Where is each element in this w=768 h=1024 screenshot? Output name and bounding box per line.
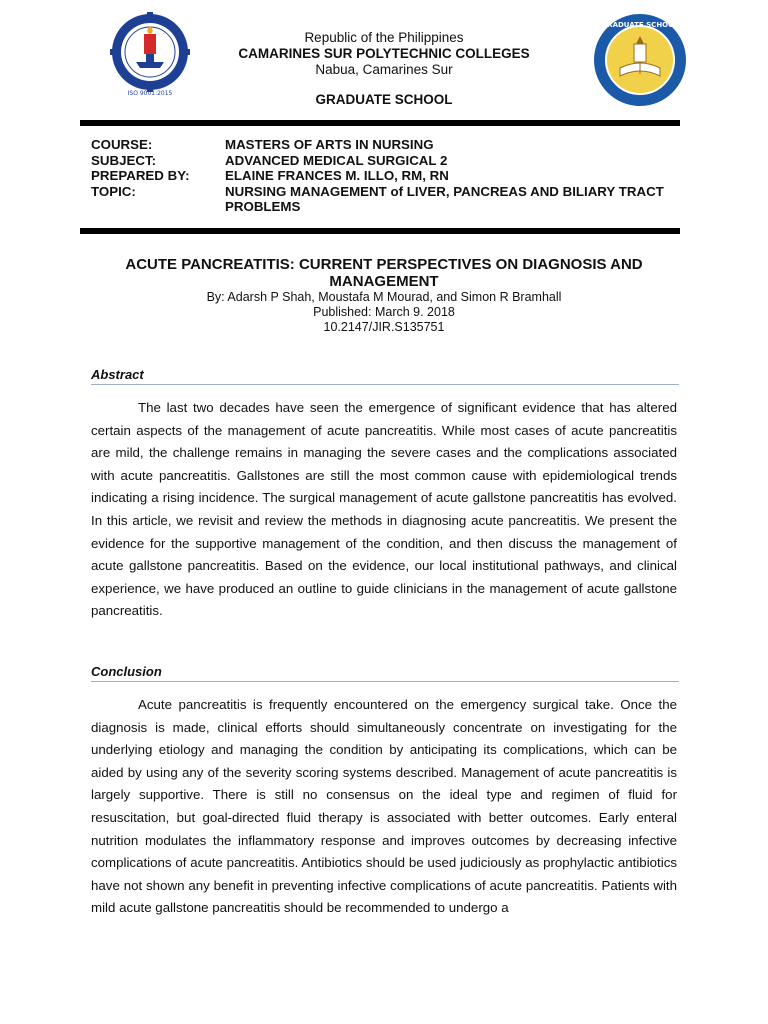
header-divider-top [80, 120, 680, 126]
course-info-block [91, 137, 691, 215]
info-row-course [91, 137, 691, 153]
abstract-heading: Abstract [91, 367, 679, 385]
info-row-prepared-by [91, 168, 691, 184]
info-value: MASTERS OF ARTS IN NURSING [225, 137, 434, 152]
right-logo-ring-text: GRADUATE SCHOOL [601, 21, 679, 29]
left-logo-iso: ISO 9001:2015 [127, 90, 173, 97]
info-label: COURSE: [91, 137, 153, 152]
article-doi: 10.2147/JIR.S135751 [323, 320, 445, 334]
header-divider-bottom [80, 228, 680, 234]
info-row-topic [91, 184, 691, 215]
article-published-date: Published: March 9. 2018 [313, 305, 455, 319]
school-name: GRADUATE SCHOOL [315, 92, 453, 107]
college-location: Nabua, Camarines Sur [315, 62, 453, 77]
info-value: ADVANCED MEDICAL SURGICAL 2 [225, 152, 448, 168]
conclusion-heading: Conclusion [91, 664, 679, 682]
institution-header [0, 30, 768, 107]
article-title: ACUTE PANCREATITIS: CURRENT PERSPECTIVES ON DIAGNOSIS AND MANAGEMENT [125, 256, 643, 290]
info-label: PREPARED BY: [91, 168, 190, 184]
info-row-subject [91, 153, 691, 169]
info-label: SUBJECT: [91, 152, 157, 168]
article-authors: By: Adarsh P Shah, Moustafa M Mourad, and Simon R Bramhall [206, 290, 562, 304]
info-label: TOPIC: [91, 183, 136, 199]
info-value: NURSING MANAGEMENT of LIVER, PANCREAS AND BILIARY TRACT PROBLEMS [225, 183, 664, 215]
college-name: CAMARINES SUR POLYTECHNIC COLLEGES [238, 46, 530, 61]
republic-line: Republic of the Philippines [304, 30, 464, 45]
article-title-block [0, 256, 768, 335]
info-value: ELAINE FRANCES M. ILLO, RM, RN [225, 168, 449, 184]
conclusion-text: Acute pancreatitis is frequently encountered on the emergency surgical take. Once the diagnosis is made, clinical efforts should simultaneously concentrate on investigating for the underlying etiology and managing the condition by anticipating its complications, which can be aided by using any of the severity scoring systems described. Management of acute pancreatitis is largely supportive. There is still no consensus on the ideal type and regimen of fluid for resuscitation, but goal-directed fluid therapy is associated with better outcomes. Early enteral nutrition modulates the inflammatory response and improves outcomes by decreasing infective complications of acute pancreatitis. Antibiotics should be used judiciously as prophylactic antibiotics have not shown any benefit in preventing infective complications of acute pancreatitis. Patients with mild acute gallstone pancreatitis should be recommended to undergo a [91, 697, 677, 916]
abstract-text: The last two decades have seen the emergence of significant evidence that has altered certain aspects of the management of acute pancreatitis. While most cases of acute pancreatitis are mild, the challenge remains in managing the severe cases and the complications associated with acute pancreatitis. Gallstones are still the most common cause with epidemiological trends indicating a rising incidence. The surgical management of acute gallstone pancreatitis has evolved. In this article, we revisit and review the methods in diagnosing acute pancreatitis. We present the evidence for the supportive management of the condition, and then discuss the management of acute gallstone pancreatitis. Based on the evidence, our local institutional pathways, and clinical experience, we have produced an outline to guide clinicians in the management of acute gallstone pancreatitis. [91, 400, 677, 619]
